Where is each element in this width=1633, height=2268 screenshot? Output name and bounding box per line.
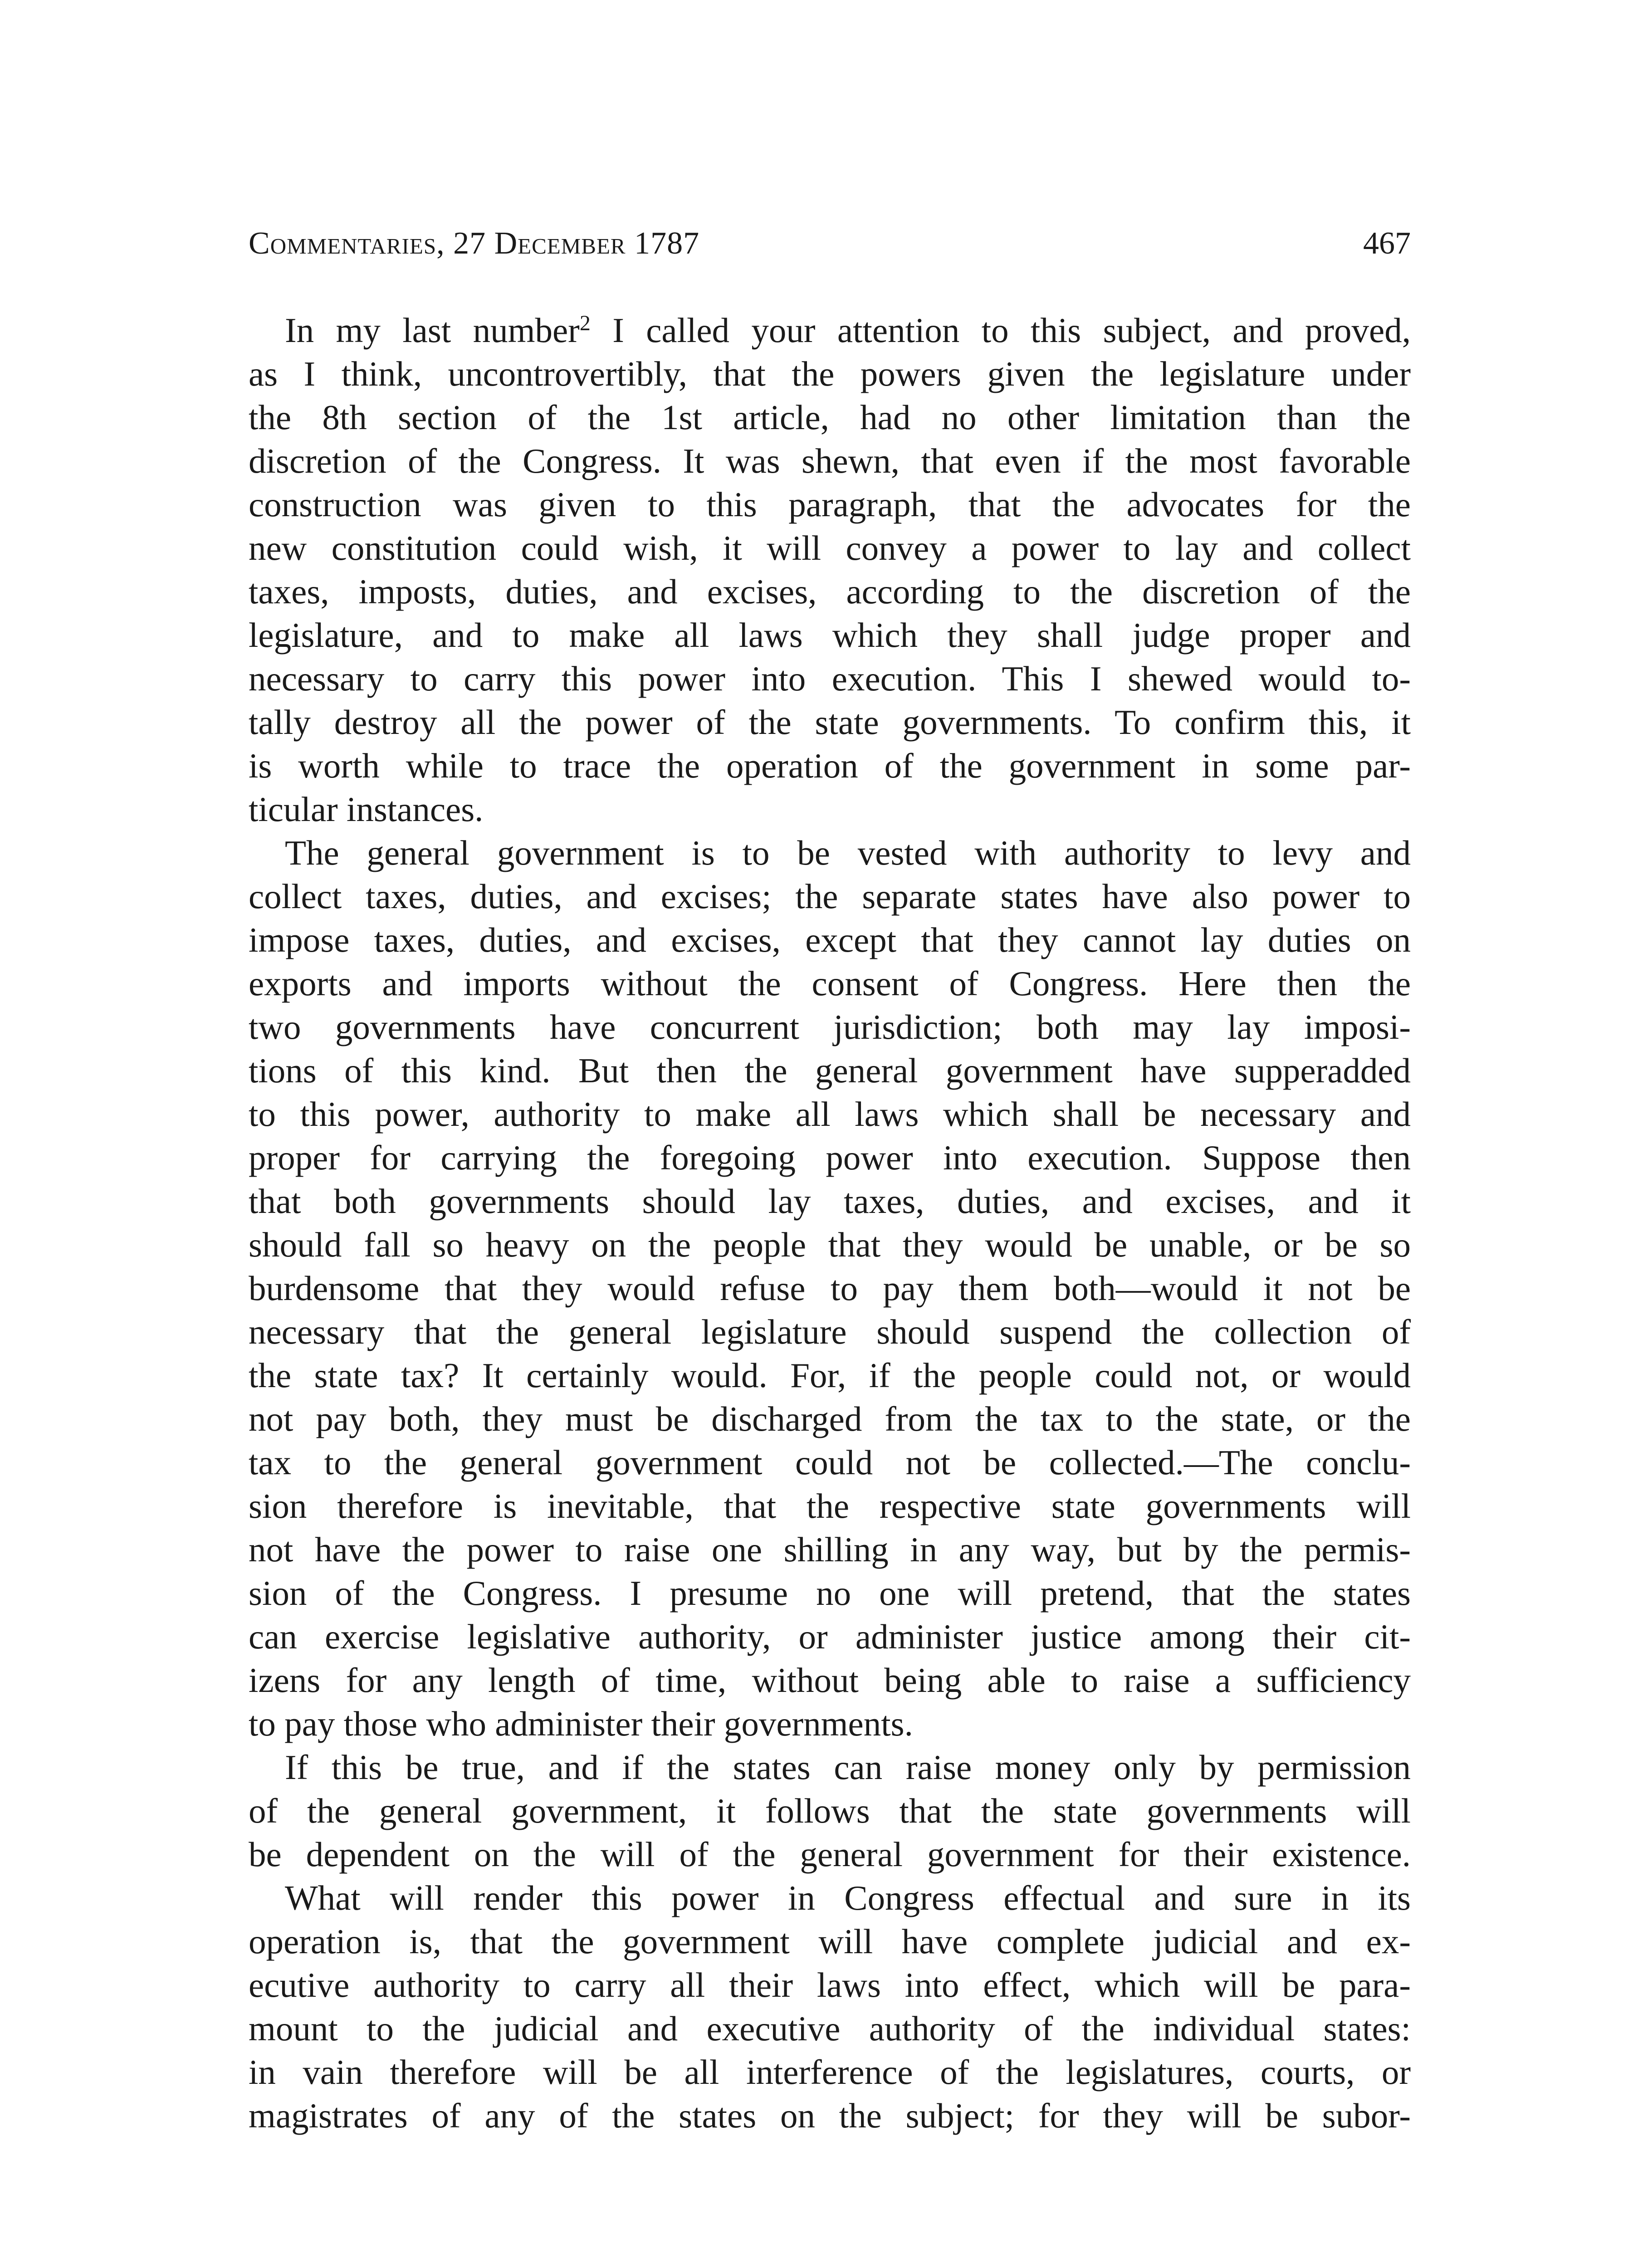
text-line: not have the power to raise one shilling in any way, but by the permis- [249, 1530, 1411, 1569]
page-number: 467 [1363, 226, 1411, 261]
text-line: necessary that the general legislature should suspend the collection of [249, 1312, 1411, 1351]
text-line: discretion of the Congress. It was shewn, that even if the most favorable [249, 441, 1411, 480]
running-head-title: Commentaries, 27 December 1787 [249, 226, 700, 261]
text-line: to pay those who administer their governments. [249, 1704, 913, 1743]
text-line: In my last number$^2$ I called your attention to this subject, and proved, [285, 311, 1411, 350]
text-line: should fall so heavy on the people that they would be unable, or be so [249, 1225, 1411, 1264]
text-line: tions of this kind. But then the general government have supperadded [249, 1051, 1411, 1090]
text-line: not pay both, they must be discharged from the tax to the state, or the [249, 1399, 1411, 1438]
text-line: mount to the judicial and executive authority of the individual states: [249, 2009, 1411, 2048]
text-line: necessary to carry this power into execution. This I shewed would to- [249, 659, 1411, 698]
text-line: that both governments should lay taxes, duties, and excises, and it [249, 1182, 1411, 1221]
text-line: in vain therefore will be all interference of the legislatures, courts, or [249, 2053, 1411, 2092]
text-line: two governments have concurrent jurisdiction; both may lay imposi- [249, 1007, 1411, 1046]
text-line: magistrates of any of the states on the subject; for they will be subor- [249, 2096, 1411, 2135]
text-line: What will render this power in Congress effectual and sure in its [285, 1878, 1411, 1917]
body-text [249, 308, 1411, 2137]
paragraph-3 [249, 1745, 1411, 1876]
text-line: operation is, that the government will have complete judicial and ex- [249, 1922, 1411, 1961]
text-line: If this be true, and if the states can raise money only by permission [285, 1748, 1411, 1787]
footnote-reference: 2 [579, 311, 591, 335]
text-line: of the general government, it follows that the state governments will [249, 1791, 1411, 1830]
text-line: ticular instances. [249, 790, 484, 829]
text-line: impose taxes, duties, and excises, except that they cannot lay duties on [249, 920, 1411, 959]
text-line: taxes, imposts, duties, and excises, according to the discretion of the [249, 572, 1411, 611]
text-line: izens for any length of time, without being able to raise a sufficiency [249, 1661, 1411, 1700]
text-line: the state tax? It certainly would. For, if the people could not, or would [249, 1356, 1411, 1395]
text-line: tax to the general government could not be collected.—The conclu- [249, 1443, 1411, 1482]
text-line: exports and imports without the consent of Congress. Here then the [249, 964, 1411, 1003]
text-line: proper for carrying the foregoing power into execution. Suppose then [249, 1138, 1411, 1177]
text-line: tally destroy all the power of the state governments. To confirm this, it [249, 703, 1411, 742]
text-line: sion therefore is inevitable, that the respective state governments will [249, 1486, 1411, 1525]
text-line: burdensome that they would refuse to pay them both—would it not be [249, 1269, 1411, 1308]
running-head [249, 223, 1411, 264]
text-line: legislature, and to make all laws which they shall judge proper and [249, 616, 1411, 655]
text-line: The general government is to be vested with authority to levy and [285, 833, 1411, 872]
text-line: ecutive authority to carry all their laws into effect, which will be para- [249, 1965, 1411, 2004]
text-line: the 8th section of the 1st article, had no other limitation than the [249, 398, 1411, 437]
paragraph-4 [249, 1876, 1411, 2137]
text-line: new constitution could wish, it will convey a power to lay and collect [249, 528, 1411, 567]
paragraph-1 [249, 308, 1411, 831]
text-line: collect taxes, duties, and excises; the separate states have also power to [249, 877, 1411, 916]
text-line: sion of the Congress. I presume no one will pretend, that the states [249, 1574, 1411, 1613]
text-line: construction was given to this paragraph, that the advocates for the [249, 485, 1411, 524]
text-line: can exercise legislative authority, or administer justice among their cit- [249, 1617, 1411, 1656]
paragraph-2 [249, 831, 1411, 1745]
text-line: be dependent on the will of the general government for their existence. [249, 1835, 1411, 1874]
text-line: is worth while to trace the operation of the government in some par- [249, 746, 1411, 785]
text-line: to this power, authority to make all laws which shall be necessary and [249, 1095, 1411, 1134]
text-line: as I think, uncontrovertibly, that the powers given the legislature under [249, 354, 1411, 393]
